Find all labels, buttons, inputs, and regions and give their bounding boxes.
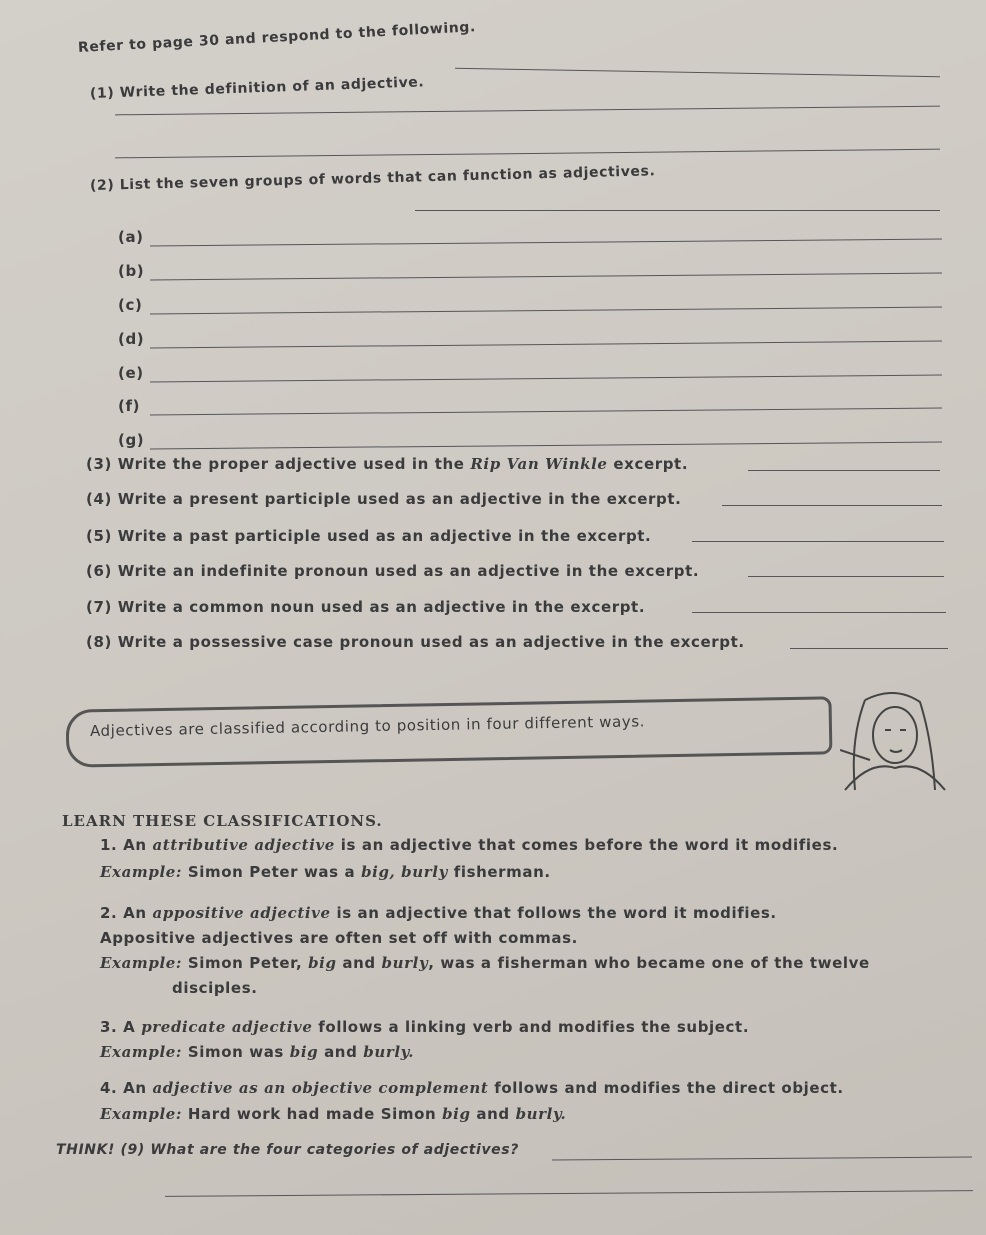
c3-term: predicate adjective bbox=[141, 1018, 313, 1036]
c1-a: 1. An bbox=[100, 836, 153, 854]
answer-line[interactable] bbox=[692, 541, 944, 542]
girl-illustration bbox=[840, 690, 950, 810]
item-a: (a) bbox=[118, 228, 144, 246]
class-4 bbox=[100, 1079, 844, 1097]
ex-text: and bbox=[318, 1043, 364, 1061]
item-b: (b) bbox=[118, 262, 145, 280]
c1-term: attributive adjective bbox=[152, 836, 335, 854]
answer-line[interactable] bbox=[165, 1190, 973, 1197]
item-c: (c) bbox=[118, 296, 143, 314]
q3-text: (3) Write the proper adjective used in the bbox=[86, 455, 471, 473]
ex-text: Simon Peter, bbox=[182, 954, 309, 972]
example-label: Example: bbox=[100, 1105, 183, 1123]
c2-a: 2. An bbox=[100, 904, 153, 922]
ex-adj: burly. bbox=[363, 1043, 415, 1061]
bubble-text: Adjectives are classified according to position in four different ways. bbox=[89, 712, 646, 740]
answer-line[interactable] bbox=[150, 375, 942, 383]
ex-adj: burly bbox=[381, 954, 429, 972]
question-8: (8) Write a possessive case pronoun used as an adjective in the excerpt. bbox=[86, 633, 745, 651]
answer-line[interactable] bbox=[150, 273, 942, 281]
class-3-example bbox=[100, 1043, 414, 1061]
c4-b: follows and modifies the direct object. bbox=[488, 1079, 844, 1097]
ex-text: Simon Peter was a bbox=[182, 863, 362, 881]
class-2 bbox=[100, 904, 777, 922]
answer-line[interactable] bbox=[115, 149, 940, 159]
class-2-example bbox=[100, 954, 870, 972]
example-label: Example: bbox=[100, 863, 183, 881]
question-1: (1) Write the definition of an adjective. bbox=[89, 74, 425, 102]
ex-adj: big bbox=[308, 954, 337, 972]
answer-line[interactable] bbox=[115, 106, 940, 116]
learn-heading: LEARN THESE CLASSIFICATIONS. bbox=[62, 812, 383, 830]
item-g: (g) bbox=[118, 431, 145, 449]
think-label: THINK! bbox=[56, 1142, 116, 1158]
ex-text: and bbox=[336, 954, 382, 972]
ex-text: Hard work had made Simon bbox=[182, 1105, 443, 1123]
class-1 bbox=[100, 836, 838, 854]
question-2: (2) List the seven groups of words that can function as adjectives. bbox=[89, 163, 656, 194]
example-label: Example: bbox=[100, 1043, 183, 1061]
answer-line[interactable] bbox=[415, 210, 940, 211]
ex-adj: big bbox=[289, 1043, 319, 1061]
question-3 bbox=[86, 455, 688, 473]
c2-b: is an adjective that follows the word it modifies. bbox=[330, 904, 777, 922]
c4-term: adjective as an objective complement bbox=[152, 1079, 489, 1097]
class-2-note: Appositive adjectives are often set off with commas. bbox=[100, 929, 578, 947]
q3-title: Rip Van Winkle bbox=[470, 455, 608, 473]
question-6: (6) Write an indefinite pronoun used as an adjective in the excerpt. bbox=[86, 562, 700, 580]
item-f: (f) bbox=[118, 397, 141, 415]
class-3 bbox=[100, 1018, 749, 1036]
c2-term: appositive adjective bbox=[152, 904, 331, 922]
ex-text: Simon was bbox=[182, 1043, 290, 1061]
ex-text: , was a fisherman who became one of the twelve bbox=[428, 954, 870, 972]
question-9: (9) What are the four categories of adjectives? bbox=[115, 1142, 519, 1158]
ex-text: and bbox=[470, 1105, 516, 1123]
answer-line[interactable] bbox=[748, 470, 940, 471]
c3-b: follows a linking verb and modifies the subject. bbox=[312, 1018, 750, 1036]
answer-line[interactable] bbox=[150, 408, 942, 416]
answer-line[interactable] bbox=[748, 576, 944, 577]
answer-line[interactable] bbox=[150, 341, 942, 349]
example-label: Example: bbox=[100, 954, 183, 972]
item-e: (e) bbox=[118, 364, 144, 382]
question-4: (4) Write a present participle used as an adjective in the excerpt. bbox=[86, 490, 682, 508]
answer-line[interactable] bbox=[790, 648, 948, 649]
ex-adj: big, burly bbox=[361, 863, 448, 881]
intro-text: Refer to page 30 and respond to the following. bbox=[77, 19, 477, 56]
ex-text: fisherman. bbox=[447, 863, 551, 881]
item-d: (d) bbox=[118, 330, 145, 348]
answer-line[interactable] bbox=[552, 1157, 972, 1161]
c4-a: 4. An bbox=[100, 1079, 153, 1097]
class-4-example bbox=[100, 1105, 566, 1123]
c1-b: is an adjective that comes before the word it modifies. bbox=[334, 836, 839, 854]
think-question bbox=[56, 1142, 519, 1158]
ex-adj: burly. bbox=[515, 1105, 567, 1123]
question-5: (5) Write a past participle used as an adjective in the excerpt. bbox=[86, 527, 652, 545]
answer-line[interactable] bbox=[150, 307, 942, 315]
answer-line[interactable] bbox=[722, 505, 942, 506]
answer-line[interactable] bbox=[150, 239, 942, 247]
c3-a: 3. A bbox=[100, 1018, 142, 1036]
q3-text-end: excerpt. bbox=[607, 455, 689, 473]
ex-adj: big bbox=[442, 1105, 471, 1123]
answer-line[interactable] bbox=[692, 612, 946, 613]
class-2-example-cont: disciples. bbox=[172, 979, 258, 997]
class-1-example bbox=[100, 863, 551, 881]
answer-line[interactable] bbox=[150, 442, 942, 450]
answer-line[interactable] bbox=[455, 68, 940, 77]
question-7: (7) Write a common noun used as an adjective in the excerpt. bbox=[86, 598, 646, 616]
